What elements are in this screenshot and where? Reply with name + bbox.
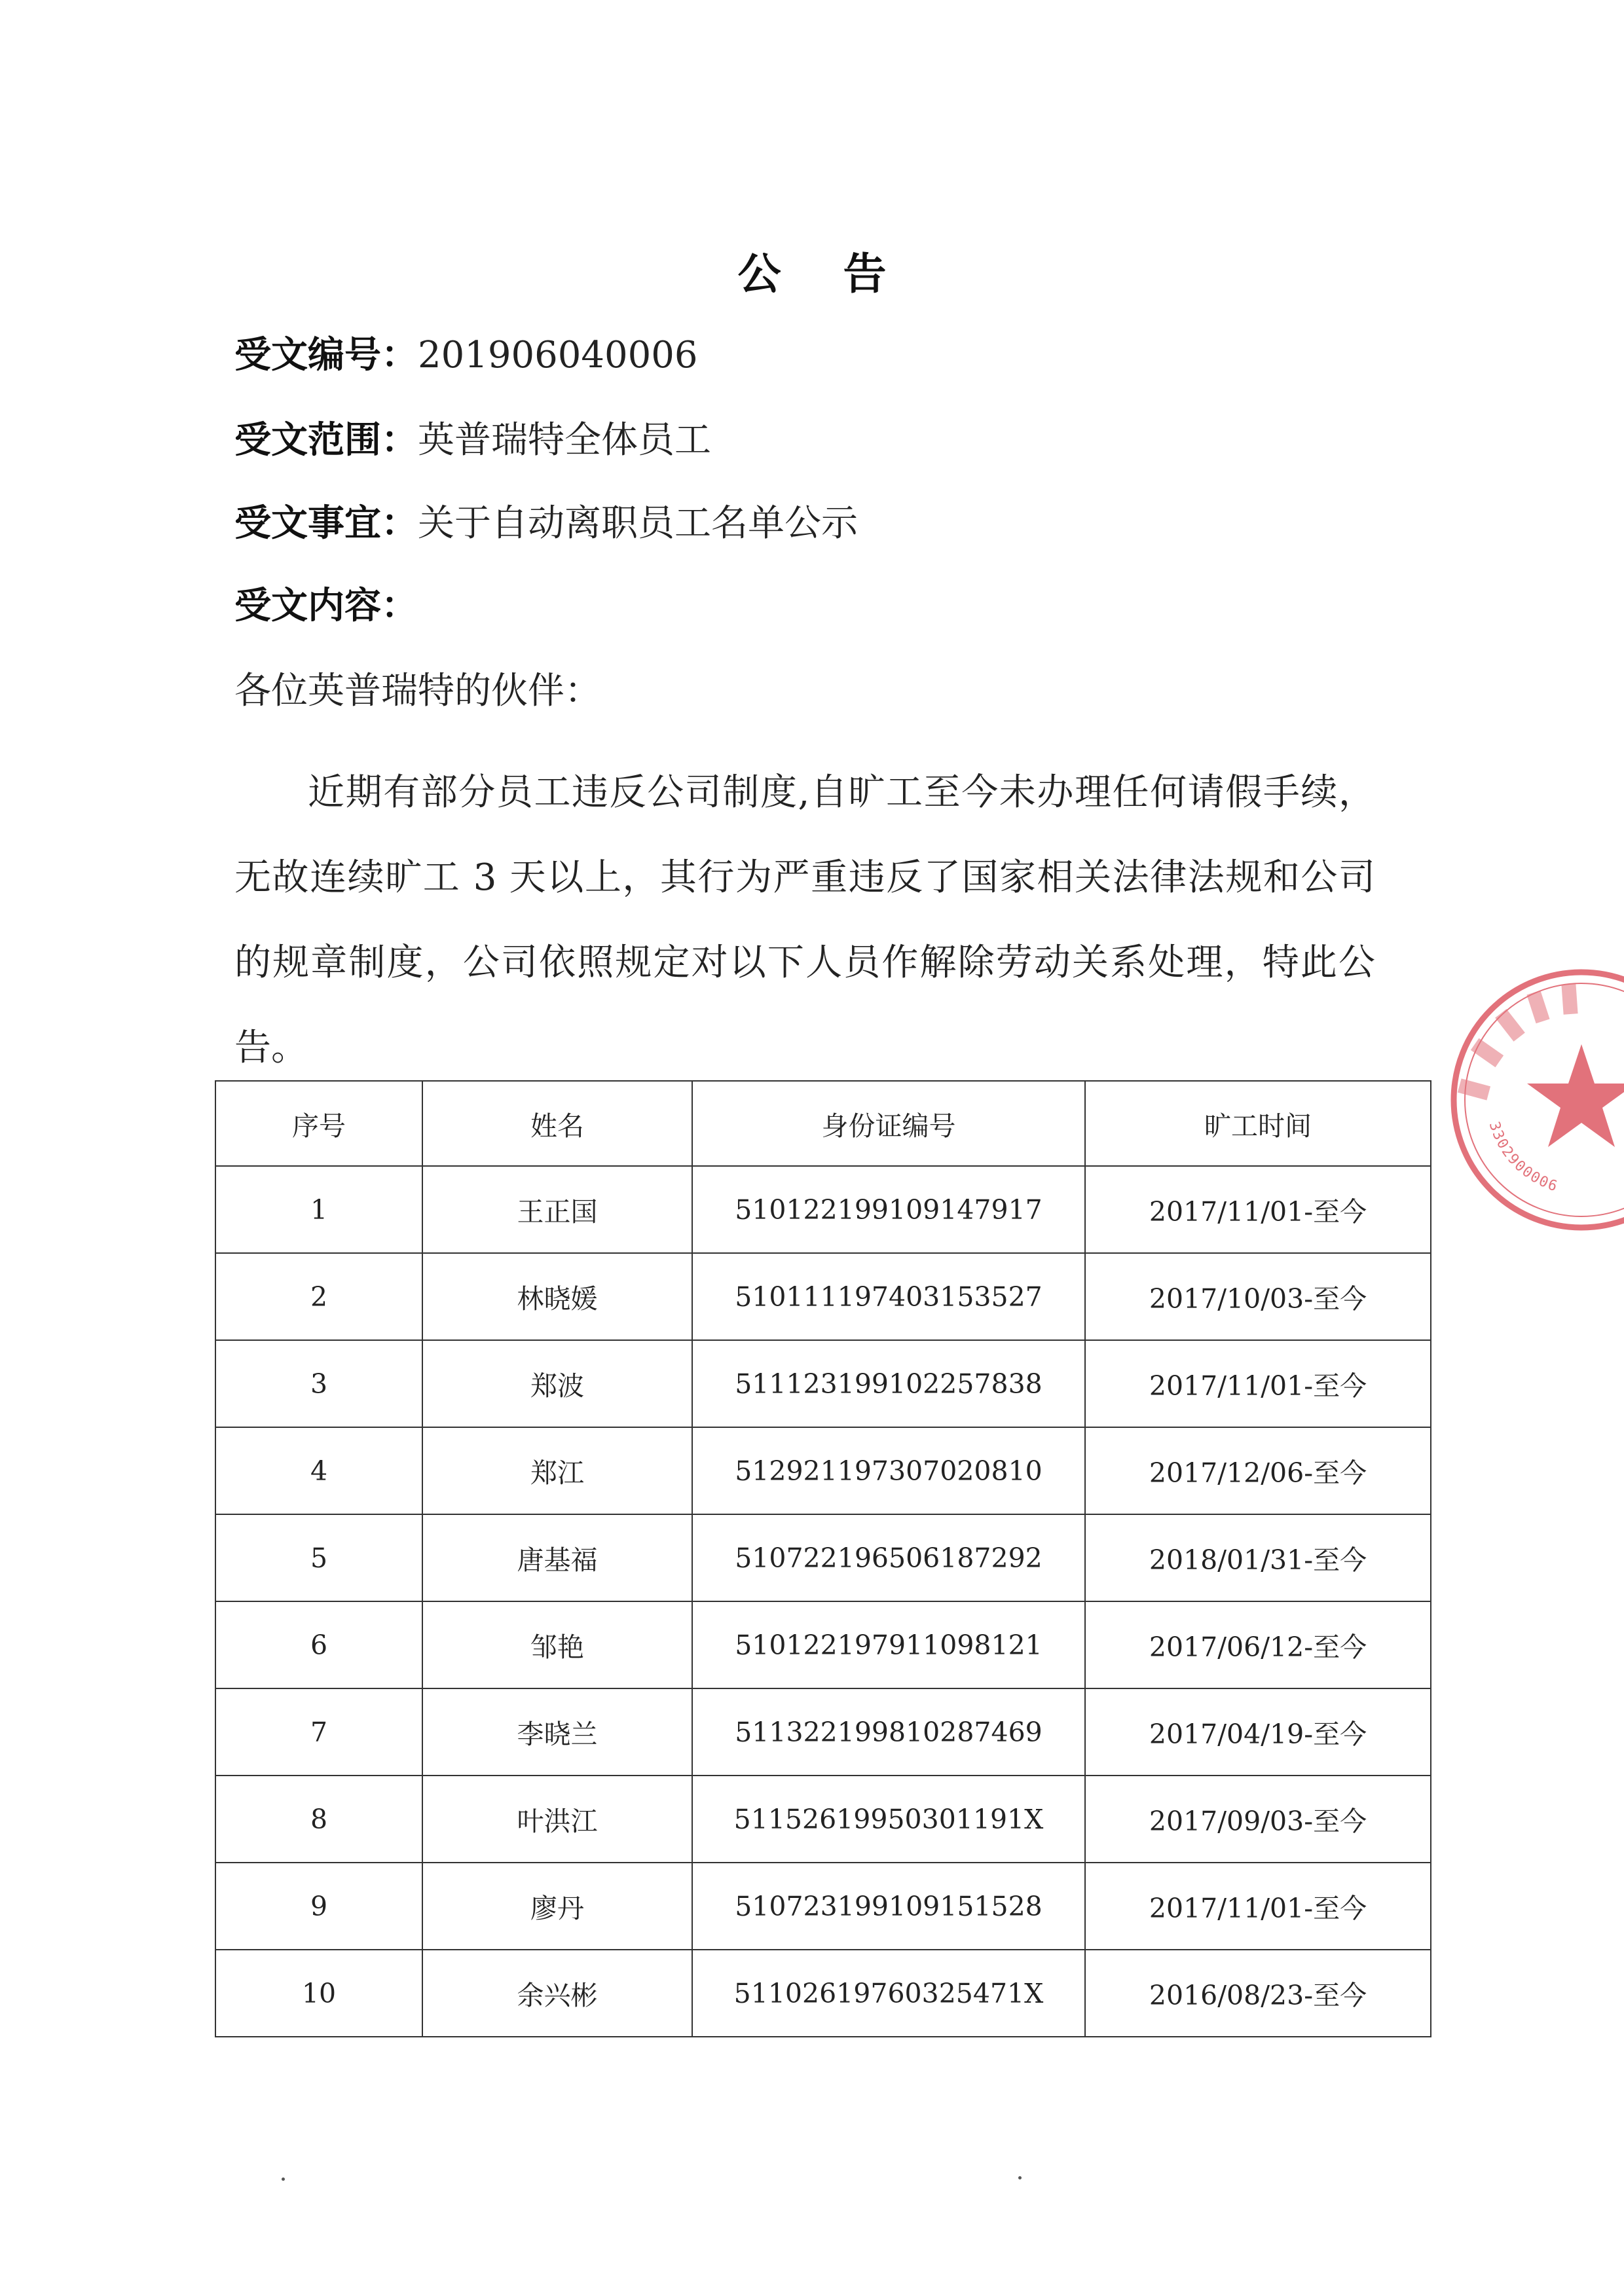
page-title: 公 告 <box>737 249 910 299</box>
doc-scope-value: 英普瑞特全体员工 <box>418 419 711 462</box>
cell-id-number: 511123199102257838 <box>692 1340 1085 1427</box>
cell-absence-period: 2017/11/01-至今 <box>1085 1863 1431 1950</box>
cell-id-number: 51152619950301191X <box>692 1776 1085 1863</box>
cell-index: 10 <box>215 1950 422 2037</box>
cell-absence-period: 2017/04/19-至今 <box>1085 1688 1431 1776</box>
cell-absence-period: 2017/12/06-至今 <box>1085 1427 1431 1514</box>
cell-index: 4 <box>215 1427 422 1514</box>
table-row <box>215 1514 1431 1601</box>
cell-name: 王正国 <box>422 1166 692 1253</box>
cell-id-number: 510723199109151528 <box>692 1863 1085 1950</box>
doc-content-label: 受文内容： <box>234 585 418 627</box>
cell-name: 余兴彬 <box>422 1950 692 2037</box>
cell-name: 廖丹 <box>422 1863 692 1950</box>
seal-star-icon <box>1527 1044 1624 1147</box>
scan-speck <box>282 2178 285 2181</box>
header-absence-period: 旷工时间 <box>1085 1081 1431 1166</box>
table-row <box>215 1863 1431 1950</box>
cell-absence-period: 2016/08/23-至今 <box>1085 1950 1431 2037</box>
cell-name: 唐基福 <box>422 1514 692 1601</box>
cell-absence-period: 2017/11/01-至今 <box>1085 1166 1431 1253</box>
notice-body: 近期有部分员工违反公司制度,自旷工至今未办理任何请假手续，无故连续旷工 3 天以上，其行为严重违反了国家相关法律法规和公司的规章制度，公司依照规定对以下人员作解除劳动关系处理，特此公告。 <box>234 771 1375 1069</box>
cell-index: 8 <box>215 1776 422 1863</box>
seal-arc-lettering <box>1458 983 1578 1100</box>
scan-speck <box>1018 2176 1022 2179</box>
header-id-number: 身份证编号 <box>692 1081 1085 1166</box>
doc-scope-field <box>234 419 711 462</box>
doc-number-field <box>234 334 698 376</box>
table-row <box>215 1688 1431 1776</box>
cell-name: 郑波 <box>422 1340 692 1427</box>
doc-subject-field <box>234 502 858 545</box>
doc-number-label: 受文编号： <box>234 334 418 376</box>
doc-number-value: 201906040006 <box>418 334 698 376</box>
seal-number: 3302900006 <box>1485 1120 1560 1195</box>
table-row <box>215 1776 1431 1863</box>
cell-name: 李晓兰 <box>422 1688 692 1776</box>
cell-id-number: 510122199109147917 <box>692 1166 1085 1253</box>
cell-absence-period: 2017/06/12-至今 <box>1085 1601 1431 1688</box>
doc-subject-value: 关于自动离职员工名单公示 <box>418 502 858 545</box>
cell-name: 邹艳 <box>422 1601 692 1688</box>
table-row <box>215 1427 1431 1514</box>
cell-index: 9 <box>215 1863 422 1950</box>
cell-id-number: 510122197911098121 <box>692 1601 1085 1688</box>
cell-id-number: 512921197307020810 <box>692 1427 1085 1514</box>
cell-id-number: 510111197403153527 <box>692 1253 1085 1340</box>
cell-absence-period: 2017/09/03-至今 <box>1085 1776 1431 1863</box>
cell-index: 5 <box>215 1514 422 1601</box>
header-name: 姓名 <box>422 1081 692 1166</box>
doc-scope-label: 受文范围： <box>234 419 418 462</box>
cell-name: 叶洪江 <box>422 1776 692 1863</box>
table-header-row <box>215 1081 1431 1166</box>
table-row <box>215 1950 1431 2037</box>
table-row <box>215 1601 1431 1688</box>
cell-absence-period: 2018/01/31-至今 <box>1085 1514 1431 1601</box>
cell-absence-period: 2017/10/03-至今 <box>1085 1253 1431 1340</box>
cell-index: 7 <box>215 1688 422 1776</box>
cell-absence-period: 2017/11/01-至今 <box>1085 1340 1431 1427</box>
cell-name: 林晓媛 <box>422 1253 692 1340</box>
cell-name: 郑江 <box>422 1427 692 1514</box>
cell-index: 1 <box>215 1166 422 1253</box>
cell-id-number: 510722196506187292 <box>692 1514 1085 1601</box>
table-row <box>215 1253 1431 1340</box>
header-index: 序号 <box>215 1081 422 1166</box>
doc-subject-label: 受文事宜： <box>234 502 418 545</box>
dismissal-table <box>215 1080 1431 2037</box>
cell-index: 3 <box>215 1340 422 1427</box>
cell-id-number: 511322199810287469 <box>692 1688 1085 1776</box>
greeting: 各位英普瑞特的伙伴： <box>234 670 601 712</box>
table-row <box>215 1340 1431 1427</box>
cell-index: 2 <box>215 1253 422 1340</box>
cell-id-number: 51102619760325471X <box>692 1950 1085 2037</box>
doc-content-field <box>234 585 418 627</box>
cell-index: 6 <box>215 1601 422 1688</box>
company-seal-stamp <box>1441 959 1624 1241</box>
table-row <box>215 1166 1431 1253</box>
